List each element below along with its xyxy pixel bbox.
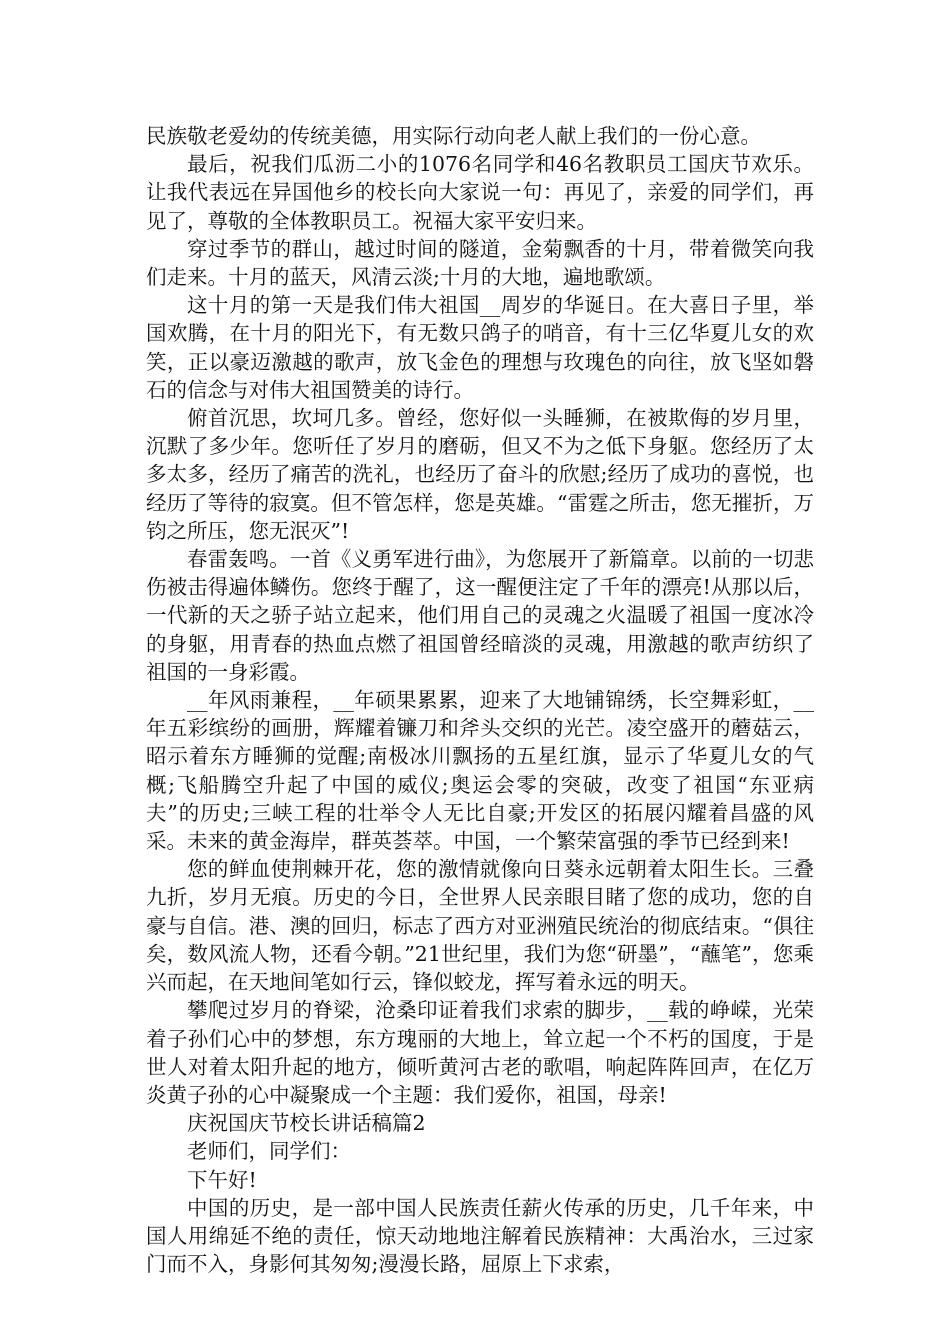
section-title: 庆祝国庆节校长讲话稿篇2 [187, 1111, 426, 1136]
paragraph-motherland: 攀爬过岁月的脊梁，沧桑印证着我们求索的脚步，__载的峥嵘，光荣着子孙们心中的梦想，东方瑰丽的大地上，耸立起一个不朽的国度，于是世人对着太阳升起的地方，倾听黄河古老的歌唱，响起阵阵回声，在亿万炎黄子孙的心中凝聚成一个主题：我们爱你，祖国，母亲! [146, 998, 814, 1107]
paragraph-history: 中国的历史，是一部中国人民族责任薪火传承的历史，几千年来，中国人用绵延不绝的责任，惊天动地地注解着民族精神：大禹治水，三过家门而不入，身影何其匆匆;漫漫长路，屈原上下求索， [146, 1195, 814, 1277]
paragraph-october-intro: 穿过季节的群山，越过时间的隧道，金菊飘香的十月，带着微笑向我们走来。十月的蓝天，风清云淡;十月的大地，遍地歌颂。 [146, 236, 814, 290]
paragraph-reflection: 俯首沉思，坎坷几多。曾经，您好似一头睡狮，在被欺侮的岁月里，沉默了多少年。您听任了岁月的磨砺，但又不为之低下身躯。您经历了太多太多，经历了痛苦的洗礼，也经历了奋斗的欣慰;经历了成功的喜悦，也经历了等待的寂寞。但不管怎样，您是英雄。“雷霆之所击，您无摧折，万钧之所压，您无泯灭”! [146, 406, 814, 543]
paragraph-continuation: 民族敬老爱幼的传统美德，用实际行动向老人献上我们的一份心意。 [146, 124, 761, 148]
paragraph-closing-wishes: 最后，祝我们瓜沥二小的1076名同学和46名教职员工国庆节欢乐。让我代表远在异国他乡的校长向大家说一句：再见了，亲爱的同学们，再见了，尊敬的全体教职员工。祝福大家平安归来。 [146, 152, 814, 233]
greeting: 下午好! [187, 1167, 257, 1192]
paragraph-national-day: 这十月的第一天是我们伟大祖国__周岁的华诞日。在大喜日子里，举国欢腾，在十月的阳光下，有无数只鸽子的哨音，有十三亿华夏儿女的欢笑，正以豪迈激越的歌声，放飞金色的理想与玫瑰色的向往，放飞坚如磐石的信念与对伟大祖国赞美的诗行。 [146, 293, 814, 402]
paragraph-achievements: __年风雨兼程，__年硕果累累，迎来了大地铺锦绣，长空舞彩虹，__年五彩缤纷的画册，辉耀着镰刀和斧头交织的光芒。凌空盛开的蘑菇云，昭示着东方睡狮的觉醒;南极冰川飘扬的五星红旗，显示了华夏儿女的气概;飞船腾空升起了中国的威仪;奥运会零的突破，改变了祖国“东亚病夫”的历史;三峡工程的壮举令人无比自豪;开发区的拓展闪耀着昌盛的风采。未来的黄金海岸，群英荟萃。中国，一个繁荣富强的季节已经到来! [146, 688, 814, 854]
salutation: 老师们，同学们： [187, 1139, 351, 1164]
paragraph-blood-and-passion: 您的鲜血使荆棘开花，您的激情就像向日葵永远朝着太阳生长。三叠九折，岁月无痕。历史的今日，全世界人民亲眼目睹了您的成功，您的自豪与自信。港、澳的回归，标志了西方对亚洲殖民统治的彻底结束。“俱往矣，数风流人物，还看今朝。”21世纪里，我们为您“研墨”，“蘸笔”，您乘兴而起，在天地间笔如行云，锋似蛟龙，挥写着永远的明天。 [146, 857, 814, 995]
paragraph-spring-thunder: 春雷轰鸣。一首《义勇军进行曲》，为您展开了新篇章。以前的一切悲伤被击得遍体鳞伤。您终于醒了，这一醒便注定了千年的漂亮!从那以后，一代新的天之骄子站立起来，他们用自己的灵魂之火温暖了祖国一度冰冷的身躯，用青春的热血点燃了祖国曾经暗淡的灵魂，用激越的歌声纺织了祖国的一身彩霞。 [146, 547, 814, 684]
document-body [146, 122, 814, 1278]
